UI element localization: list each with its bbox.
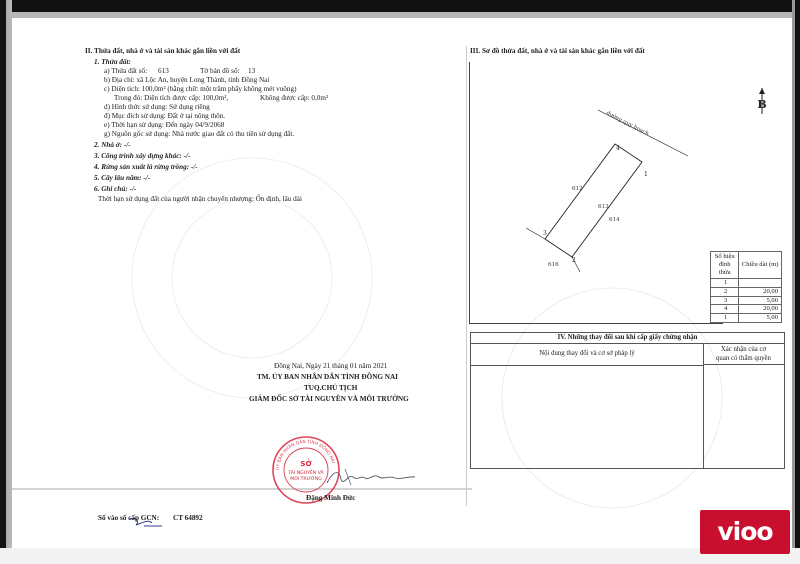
road-label: đường quy hoạch	[605, 110, 650, 138]
usage-term: e) Thời hạn sử dụng: Đến ngày 04/9/2068	[104, 121, 225, 129]
section-2-heading: II. Thửa đất, nhà ở và tài sản khác gắn liền với đất	[85, 47, 241, 55]
vioo-logo	[700, 510, 790, 554]
usage-origin: g) Nguồn gốc sử dụng: Nhà nước giao đất có thu tiền sử dụng đất.	[104, 130, 295, 138]
parcel-area-excluded: Không được cấp: 0,0m²	[260, 94, 329, 102]
usage-purpose: đ) Mục đích sử dụng: Đất ở tại nông thôn.	[104, 112, 226, 120]
north-label: B	[757, 98, 767, 111]
neighbor-south-label: 616	[548, 262, 559, 268]
table-row: 4 20,00	[711, 305, 782, 314]
usage-form: d) Hình thức sử dụng: Sử dụng riêng	[104, 103, 210, 111]
vertex-1-label: 1	[644, 171, 648, 178]
neighbor-east-label: 614	[609, 217, 620, 223]
vertex-length-table	[710, 251, 782, 323]
seal-ring-text: ỦY BAN NHÂN DÂN TỈNH ĐỒNG NAI	[275, 439, 336, 471]
perennial-item: 5. Cây lâu năm: -/-	[94, 174, 151, 182]
certificate-number: CT 64892	[173, 514, 203, 522]
seal-line-3: MÔI TRƯỜNG	[290, 477, 322, 482]
changes-table	[470, 332, 785, 469]
changes-content-header: Nội dung thay đổi và cơ sở pháp lý	[471, 343, 704, 366]
table-row: 1	[711, 279, 782, 288]
certificate-page	[12, 18, 792, 548]
parcel-address: b) Địa chỉ: xã Lộc An, huyện Long Thành, tỉnh Đồng Nai	[104, 76, 270, 84]
vertex-2-label: 2	[572, 257, 576, 264]
parcel-heading: 1. Thửa đất:	[94, 58, 131, 66]
signing-role: TUQ.CHỦ TỊCH	[304, 384, 358, 392]
signing-authority: TM. ỦY BAN NHÂN DÂN TỈNH ĐỒNG NAI	[257, 373, 398, 381]
house-item: 2. Nhà ở: -/-	[94, 141, 131, 149]
construction-item: 3. Công trình xây dựng khác: -/-	[94, 152, 191, 160]
parcel-number-label: a) Thửa đất số:	[104, 67, 148, 75]
table-row: 2 20,00	[711, 287, 782, 296]
parcel-number: 613	[158, 67, 169, 75]
parcel-diagram	[512, 104, 712, 274]
parcel-area-detail: Trong đó: Diện tích được cấp: 100,0m²,	[114, 94, 229, 102]
parcel-area: c) Diện tích: 100,0m² (bằng chữ: một trăm phẩy không mét vuông)	[104, 85, 297, 93]
north-arrow-icon	[754, 88, 770, 114]
changes-column-divider	[703, 365, 704, 468]
page-fold-line	[466, 46, 467, 506]
seal-center-text: SỞ	[300, 460, 312, 468]
map-number-label: Tờ bản đồ số:	[200, 67, 240, 75]
notes-item: 6. Ghi chú: -/-	[94, 185, 137, 193]
plot-frame-bottom	[469, 323, 723, 324]
parcel-number-label-map: 613	[598, 204, 609, 210]
vertex-4-label: 4	[616, 145, 620, 152]
notes-text: Thời hạn sử dụng đất của người nhận chuyển nhượng: Ổn định, lâu dài	[98, 195, 302, 203]
forest-item: 4. Rừng sản xuất là rừng trồng: -/-	[94, 163, 198, 171]
vioo-logo-text: vioo	[717, 517, 773, 546]
map-number: 13	[248, 67, 256, 75]
vertex-3-label: 3	[543, 230, 547, 237]
section-4-heading: IV. Những thay đổi sau khi cấp giấy chứng nhận	[471, 333, 784, 344]
table-header-length: Chiều dài (m)	[739, 252, 782, 279]
plot-frame-left	[469, 62, 470, 324]
table-header-vertex: Số hiệu đỉnh thửa	[711, 252, 739, 279]
table-row: 3 5,00	[711, 296, 782, 305]
window-left-edge	[0, 0, 12, 564]
window-top-bar	[0, 0, 800, 18]
signing-director: GIÁM ĐỐC SỞ TÀI NGUYÊN VÀ MÔI TRƯỜNG	[249, 395, 409, 403]
neighbor-west-label: 612	[572, 186, 583, 192]
window-bottom-edge	[0, 548, 800, 564]
signer-name: Đặng Minh Đức	[306, 494, 356, 502]
certificate-number-label: Số vào sổ cấp GCN:	[98, 514, 160, 522]
changes-confirm-header: Xác nhận của cơ quan có thẩm quyền	[703, 343, 784, 365]
table-row: 1 5,00	[711, 314, 782, 323]
window-right-edge	[792, 0, 800, 564]
section-3-heading: III. Sơ đồ thửa đất, nhà ở và tài sản khác gắn liền với đất	[470, 47, 645, 55]
signing-date: Đồng Nai, Ngày 21 tháng 01 năm 2021	[274, 362, 388, 370]
signature-icon	[323, 463, 419, 491]
seal-line-2: TÀI NGUYÊN VÀ	[288, 471, 324, 476]
